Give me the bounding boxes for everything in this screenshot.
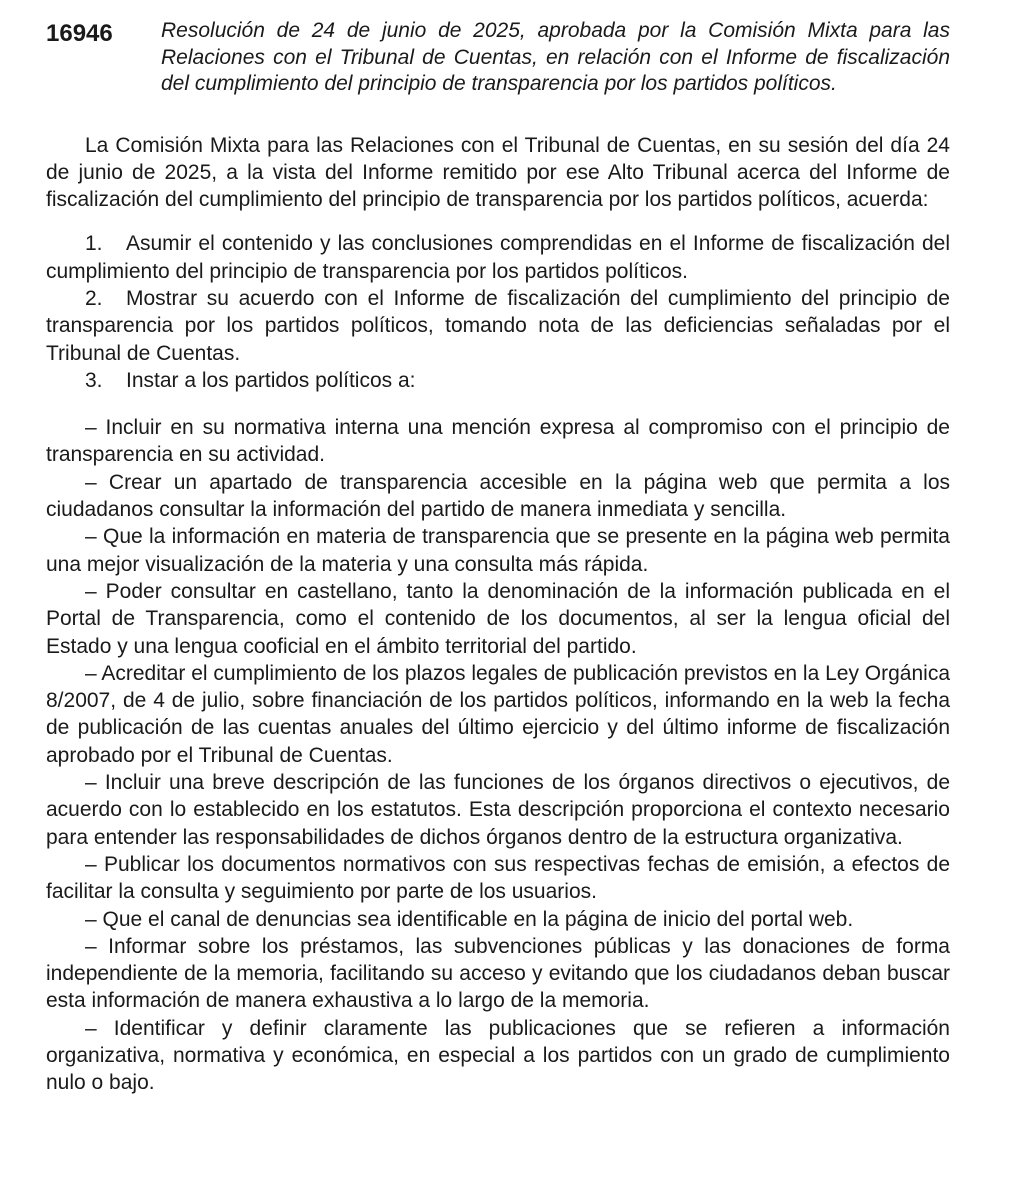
agreement-point-2 xyxy=(46,285,950,367)
agreement-points xyxy=(46,230,950,394)
point-text: Mostrar su acuerdo con el Informe de fiscalización del cumplimiento del principio de transparencia por los partidos políticos, tomando nota de las deficiencias señaladas por el Tribunal de Cuentas. xyxy=(46,286,950,365)
recommendation-item: – Informar sobre los préstamos, las subvenciones públicas y las donaciones de forma independiente de la memoria, facilitando su acceso y evitando que los ciudadanos deban buscar esta información de manera exhaustiva a lo largo de la memoria. xyxy=(46,934,950,1013)
recommendation-item: – Que el canal de denuncias sea identificable en la página de inicio del portal web. xyxy=(85,907,854,931)
point-text: Instar a los partidos políticos a: xyxy=(126,368,416,392)
document-number: 16946 xyxy=(46,20,113,47)
intro-paragraph: La Comisión Mixta para las Relaciones con el Tribunal de Cuentas, en su sesión del día 24 de junio de 2025, a la vista del Informe remitido por ese Alto Tribunal acerca del Informe de fiscalización del cumplimiento del principio de transparencia por los partidos políticos, acuerda: xyxy=(46,133,950,212)
resolution-header xyxy=(46,18,950,98)
recommendation-item: – Que la información en materia de transparencia que se presente en la página web permita una mejor visualización de la materia y una consulta más rápida. xyxy=(46,525,950,576)
resolution-title: Resolución de 24 de junio de 2025, aprobada por la Comisión Mixta para las Relaciones con el Tribunal de Cuentas, en relación con el Informe de fiscalización del cumplimiento del principio de transparencia por los partidos políticos. xyxy=(161,19,950,95)
point-text: Asumir el contenido y las conclusiones comprendidas en el Informe de fiscalización del cumplimiento del principio de transparencia por los partidos políticos. xyxy=(46,232,950,283)
recommendation-list xyxy=(46,414,950,1096)
recommendation-item: – Poder consultar en castellano, tanto la denominación de la información publicada en el Portal de Transparencia, como el contenido de los documentos, al ser la lengua oficial del Estado y una lengua cooficial en el ámbito territorial del partido. xyxy=(46,579,950,658)
point-number: 3. xyxy=(85,368,103,392)
point-number: 2. xyxy=(85,286,103,310)
recommendation-item: – Crear un apartado de transparencia accesible en la página web que permita a los ciudadanos consultar la información del partido de manera inmediata y sencilla. xyxy=(46,470,950,522)
agreement-point-3 xyxy=(46,367,950,394)
recommendation-item: – Identificar y definir claramente las publicaciones que se refieren a información organizativa, normativa y económica, en especial a los partidos con un grado de cumplimiento nulo o bajo. xyxy=(46,1016,950,1095)
recommendation-item: – Publicar los documentos normativos con sus respectivas fechas de emisión, a efectos de facilitar la consulta y seguimiento por parte de los usuarios. xyxy=(46,852,950,904)
recommendation-item: – Acreditar el cumplimiento de los plazos legales de publicación previstos en la Ley Orgánica 8/2007, de 4 de julio, sobre financiación de los partidos políticos, informando en la web la fecha de publicación de las cuentas anuales del último ejercicio y del último informe de fiscalización aprobado por el Tribunal de Cuentas. xyxy=(46,661,950,767)
agreement-point-1 xyxy=(46,230,950,285)
recommendation-item: – Incluir en su normativa interna una mención expresa al compromiso con el principio de transparencia en su actividad. xyxy=(46,416,950,467)
recommendation-item: – Incluir una breve descripción de las funciones de los órganos directivos o ejecutivos, de acuerdo con lo establecido en los estatutos. Esta descripción proporciona el contexto necesario para entender las responsabilidades de dichos órganos dentro de la estructura organizativa. xyxy=(46,771,950,849)
document-page xyxy=(46,18,950,1097)
point-number: 1. xyxy=(85,232,103,256)
